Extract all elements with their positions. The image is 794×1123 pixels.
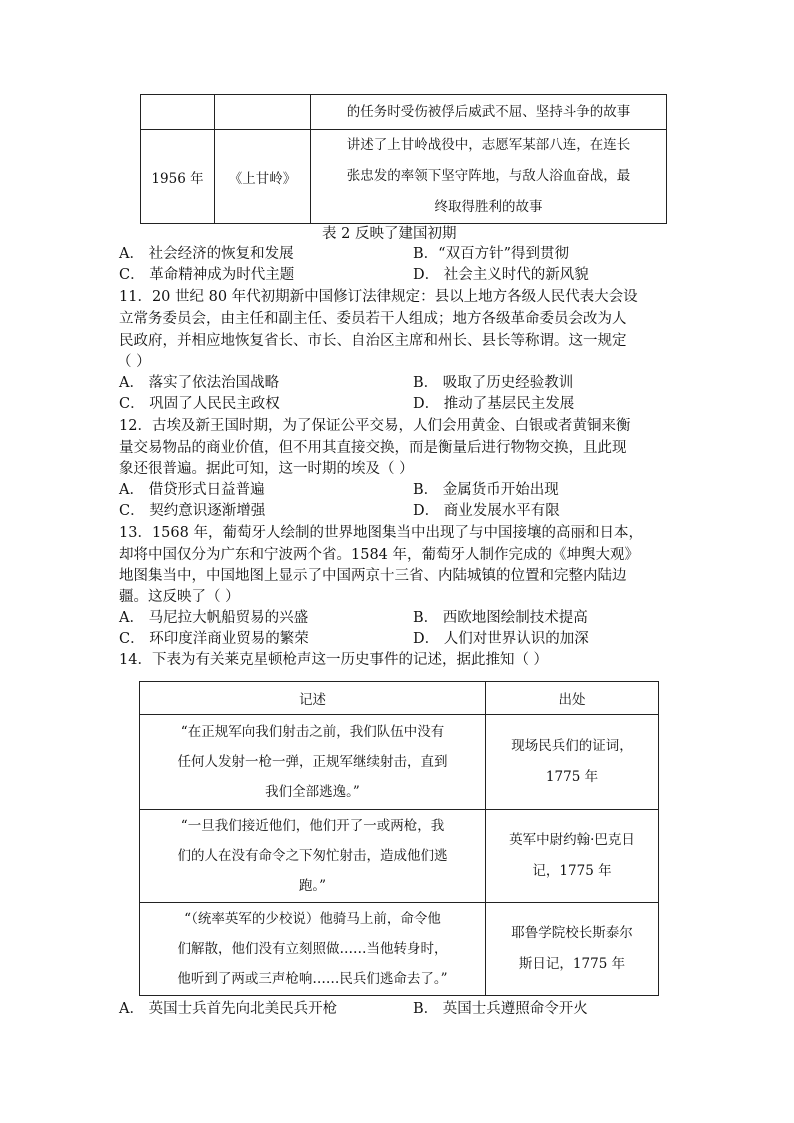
table-cell-title bbox=[215, 95, 311, 130]
cell-line: 英军中尉约翰·巴克日 bbox=[509, 832, 635, 848]
cell-line: 我们全部逃逸。” bbox=[265, 784, 360, 800]
cell-line: “在正规军向我们射击之前，我们队伍中没有 bbox=[180, 724, 445, 740]
table-row bbox=[140, 903, 659, 996]
cell-line: 们的人在没有命令之下匆忙射击，造成他们逃 bbox=[177, 848, 448, 864]
option-b[interactable]: B． 西欧地图绘制技术提高 bbox=[413, 610, 588, 626]
question-line: 14．下表为有关莱克星顿枪声这一历史事件的记述，据此推知（ ） bbox=[119, 652, 549, 668]
table-header-record: 记述 bbox=[140, 682, 486, 715]
cell-line: 终取得胜利的故事 bbox=[434, 199, 543, 215]
table-header-row bbox=[140, 682, 659, 715]
option-d[interactable]: D． 商业发展水平有限 bbox=[413, 503, 560, 519]
table-header-source: 出处 bbox=[486, 682, 659, 715]
table-row bbox=[140, 810, 659, 903]
cell-line: 现场民兵们的证词， bbox=[511, 738, 633, 754]
table-cell-record bbox=[140, 903, 486, 996]
table-row bbox=[140, 715, 659, 810]
option-a[interactable]: A． 社会经济的恢复和发展 bbox=[119, 246, 294, 262]
cell-line: 耶鲁学院校长斯泰尔 bbox=[511, 925, 633, 941]
cell-line: 张忠发的率领下坚守阵地，与敌人浴血奋战，最 bbox=[346, 168, 631, 184]
question-line: 13．1568 年，葡萄牙人绘制的世界地图集当中出现了与中国接壤的高丽和日本， bbox=[119, 525, 643, 541]
option-b[interactable]: B． 金属货币开始出现 bbox=[413, 482, 559, 498]
question-line: 量交易物品的商业价值，但不用其直接交换，而是衡量后进行物物交换，且此现 bbox=[119, 440, 627, 456]
option-d[interactable]: D． 推动了基层民主发展 bbox=[413, 396, 575, 412]
option-a[interactable]: A． 借贷形式日益普遍 bbox=[119, 482, 265, 498]
question-line: 疆。这反映了（ ） bbox=[119, 589, 240, 605]
option-d[interactable]: D． 社会主义时代的新风貌 bbox=[413, 267, 589, 283]
question-line: 立常务委员会，由主任和副主任、委员若干人组成；地方各级革命委员会改为人 bbox=[119, 311, 627, 327]
option-a[interactable]: A． 落实了依法治国战略 bbox=[119, 375, 280, 391]
table-row bbox=[141, 95, 667, 130]
option-b[interactable]: B．“双百方针”得到贯彻 bbox=[413, 246, 569, 262]
cell-line: 跑。” bbox=[298, 878, 327, 894]
question-line: 地图集当中，中国地图上显示了中国两京十三省、内陆城镇的位置和完整内陆边 bbox=[119, 568, 627, 584]
cell-line: “（统率英军的少校说）他骑马上前，命令他 bbox=[184, 911, 441, 927]
table-cell-title: 《上甘岭》 bbox=[215, 130, 311, 224]
question-line: 却将中国仅分为广东和宁波两个省。1584 年，葡萄牙人制作完成的《坤舆大观》 bbox=[119, 547, 640, 563]
option-c[interactable]: C． 巩固了人民民主政权 bbox=[119, 396, 280, 412]
table-cell-source bbox=[486, 715, 659, 810]
table-cell-year bbox=[141, 95, 215, 130]
cell-line: 斯日记，1775 年 bbox=[518, 956, 626, 972]
cell-line: 任何人发射一枪一弹，正规军继续射击，直到 bbox=[177, 754, 448, 770]
cell-line: 们解散，他们没有立刻照做……当他转身时， bbox=[177, 941, 448, 957]
cell-line: 记，1775 年 bbox=[532, 863, 612, 879]
table-caption: 表 2 反映了建国初期 bbox=[322, 226, 457, 242]
question-line: 民政府，并相应地恢复省长、市长、自治区主席和州长、县长等称谓。这一规定 bbox=[119, 333, 627, 349]
option-b[interactable]: B． 吸取了历史经验教训 bbox=[413, 375, 574, 391]
table-cell-source bbox=[486, 810, 659, 903]
option-c[interactable]: C． 环印度洋商业贸易的繁荣 bbox=[119, 631, 309, 647]
option-d[interactable]: D． 人们对世界认识的加深 bbox=[413, 631, 589, 647]
film-table bbox=[140, 94, 667, 224]
question-line: 11．20 世纪 80 年代初期新中国修订法律规定：县以上地方各级人民代表大会设 bbox=[119, 289, 638, 305]
cell-line: “一旦我们接近他们，他们开了一或两枪，我 bbox=[180, 818, 445, 834]
table-cell-year: 1956 年 bbox=[141, 130, 215, 224]
question-line: 12．古埃及新王国时期，为了保证公平交易，人们会用黄金、白银或者黄铜来衡 bbox=[119, 418, 631, 434]
table-cell-record bbox=[140, 715, 486, 810]
option-c[interactable]: C． 契约意识逐渐增强 bbox=[119, 503, 266, 519]
table-row bbox=[141, 130, 667, 224]
option-a[interactable]: A． 马尼拉大帆船贸易的兴盛 bbox=[119, 610, 309, 626]
table-cell-text bbox=[311, 130, 667, 224]
option-a[interactable]: A． 英国士兵首先向北美民兵开枪 bbox=[119, 1001, 338, 1017]
table-cell-record bbox=[140, 810, 486, 903]
cell-line: 他听到了两或三声枪响……民兵们逃命去了。” bbox=[177, 971, 448, 987]
option-c[interactable]: C． 革命精神成为时代主题 bbox=[119, 267, 295, 283]
cell-line: 1775 年 bbox=[545, 769, 599, 785]
option-b[interactable]: B． 英国士兵遵照命令开火 bbox=[413, 1001, 588, 1017]
question-line: 象还很普遍。据此可知，这一时期的埃及（ ） bbox=[119, 461, 414, 477]
cell-line: 讲述了上甘岭战役中，志愿军某部八连，在连长 bbox=[346, 137, 631, 153]
question-line: （ ） bbox=[117, 354, 151, 370]
table-cell-text: 的任务时受伤被俘后威武不屈、坚持斗争的故事 bbox=[311, 95, 667, 130]
lexington-table bbox=[139, 681, 659, 996]
table-cell-source bbox=[486, 903, 659, 996]
